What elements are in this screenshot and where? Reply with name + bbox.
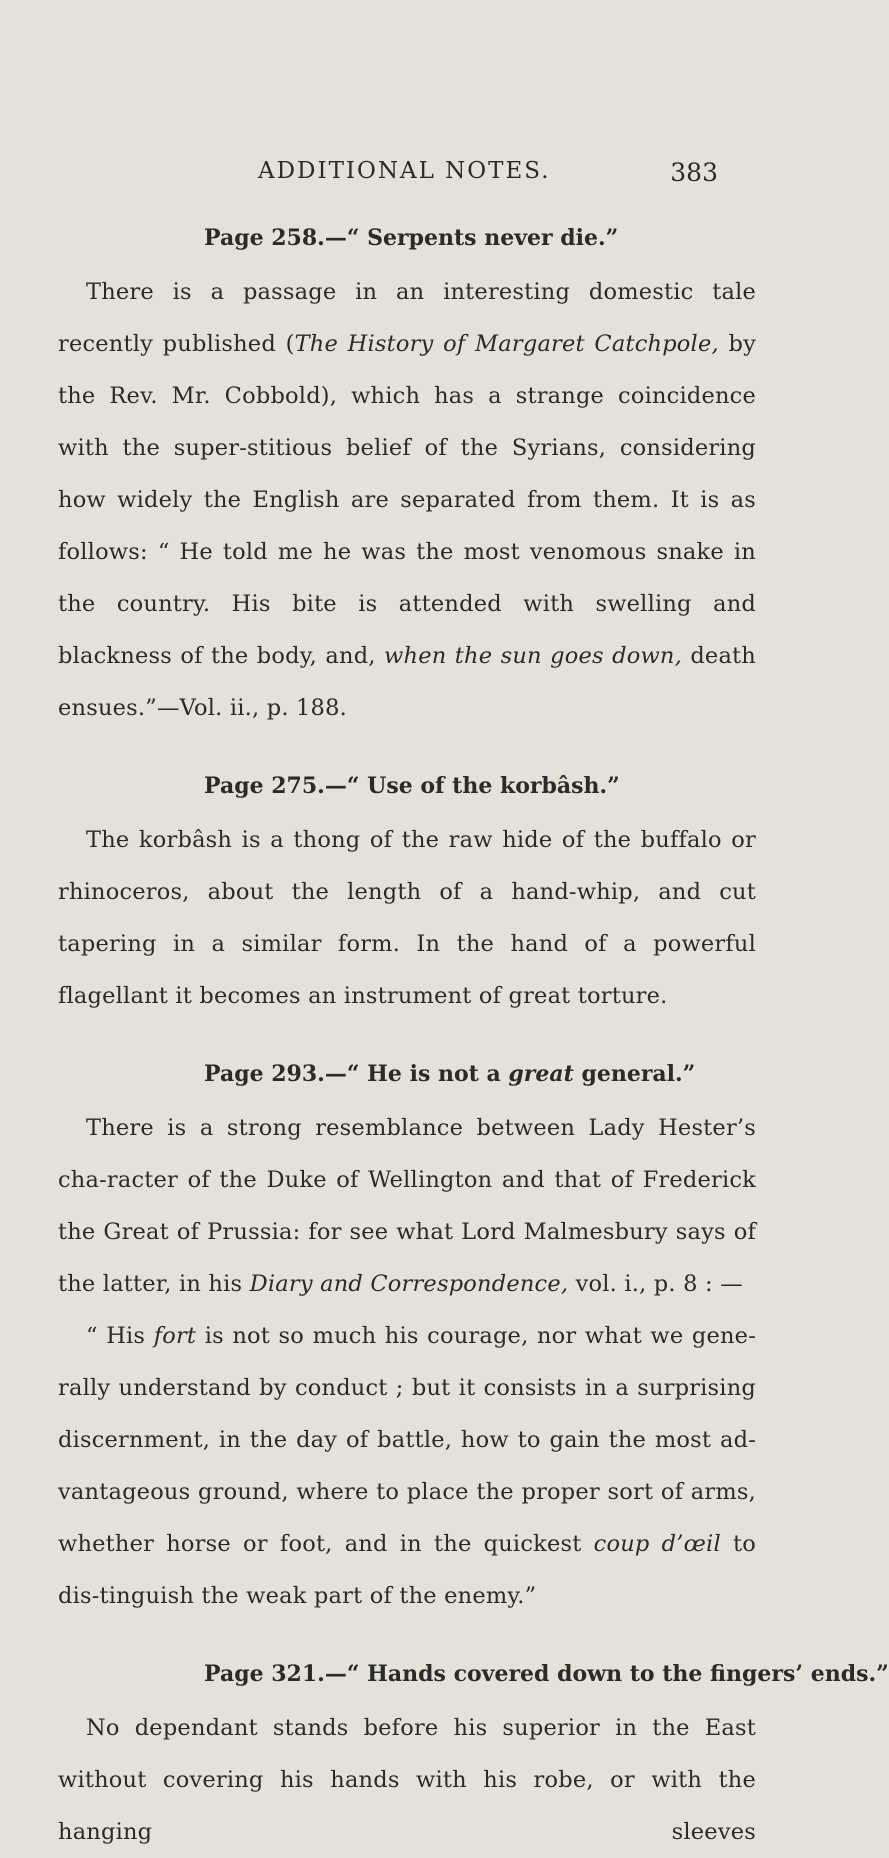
italic-run: Diary and Correspondence, <box>249 1271 569 1297</box>
note-paragraph: The korbâsh is a thong of the raw hide of the buffalo or rhinoceros, about the length of a hand-whip, and cut tapering in a similar form. In the hand of a powerful flagellant it becomes an instrument of great torture. <box>58 827 756 1009</box>
quoted-paragraph: “ His fort is not so much his courage, nor what we gene-rally understand by conduct ; but it consists in a surprising discernment, in the day of battle, how to gain the most ad-vantageous ground, where to place the proper sort of arms, whether horse or foot, and in the quickest coup d’œil to dis-tinguish the weak part of the enemy.” <box>58 1323 756 1609</box>
italic-run: coup d’œil <box>593 1531 721 1557</box>
italic-run: great <box>508 1061 574 1087</box>
note-heading: Page 258.—“ Serpents never die.” <box>204 225 619 251</box>
note-paragraph: There is a passage in an interesting domestic tale recently published (The History of Margaret Catchpole, by the Rev. Mr. Cobbold), which has a strange coincidence with the super-stitious belief of the Syrians, considering how widely the English are separated from them. It is as follows: “ He told me he was the most venomous snake in the country. His bite is attended with swelling and blackness of the body, and, when the sun goes down, death ensues.”—Vol. ii., p. 188. <box>58 279 756 721</box>
note-paragraph: There is a strong resemblance between Lady Hester’s cha-racter of the Duke of Wellington and that of Frederick the Great of Prussia: for see what Lord Malmesbury says of the latter, in his Diary and Correspondence, vol. i., p. 8 : — <box>58 1115 756 1297</box>
note-page-293 <box>58 1048 756 1622</box>
note-heading: Page 293.—“ He is not a great general.” <box>204 1061 696 1087</box>
italic-run: The History of Margaret Catchpole, <box>294 331 719 357</box>
note-page-321 <box>58 1648 889 1858</box>
notes-body <box>58 212 889 1858</box>
note-heading: Page 321.—“ Hands covered down to the fingers’ ends.” <box>204 1661 889 1687</box>
italic-run: when the sun goes down, <box>384 643 682 669</box>
running-head <box>258 158 718 194</box>
note-page-258 <box>58 212 756 734</box>
note-paragraph: No dependant stands before his superior in the East without covering his hands with his robe, or with the hanging sleeves <box>58 1715 756 1845</box>
italic-run: fort <box>153 1323 197 1349</box>
page-number: 383 <box>670 158 718 187</box>
note-heading: Page 275.—“ Use of the korbâsh.” <box>204 773 620 799</box>
running-title: ADDITIONAL NOTES. <box>258 158 551 184</box>
note-page-275 <box>58 760 756 1022</box>
